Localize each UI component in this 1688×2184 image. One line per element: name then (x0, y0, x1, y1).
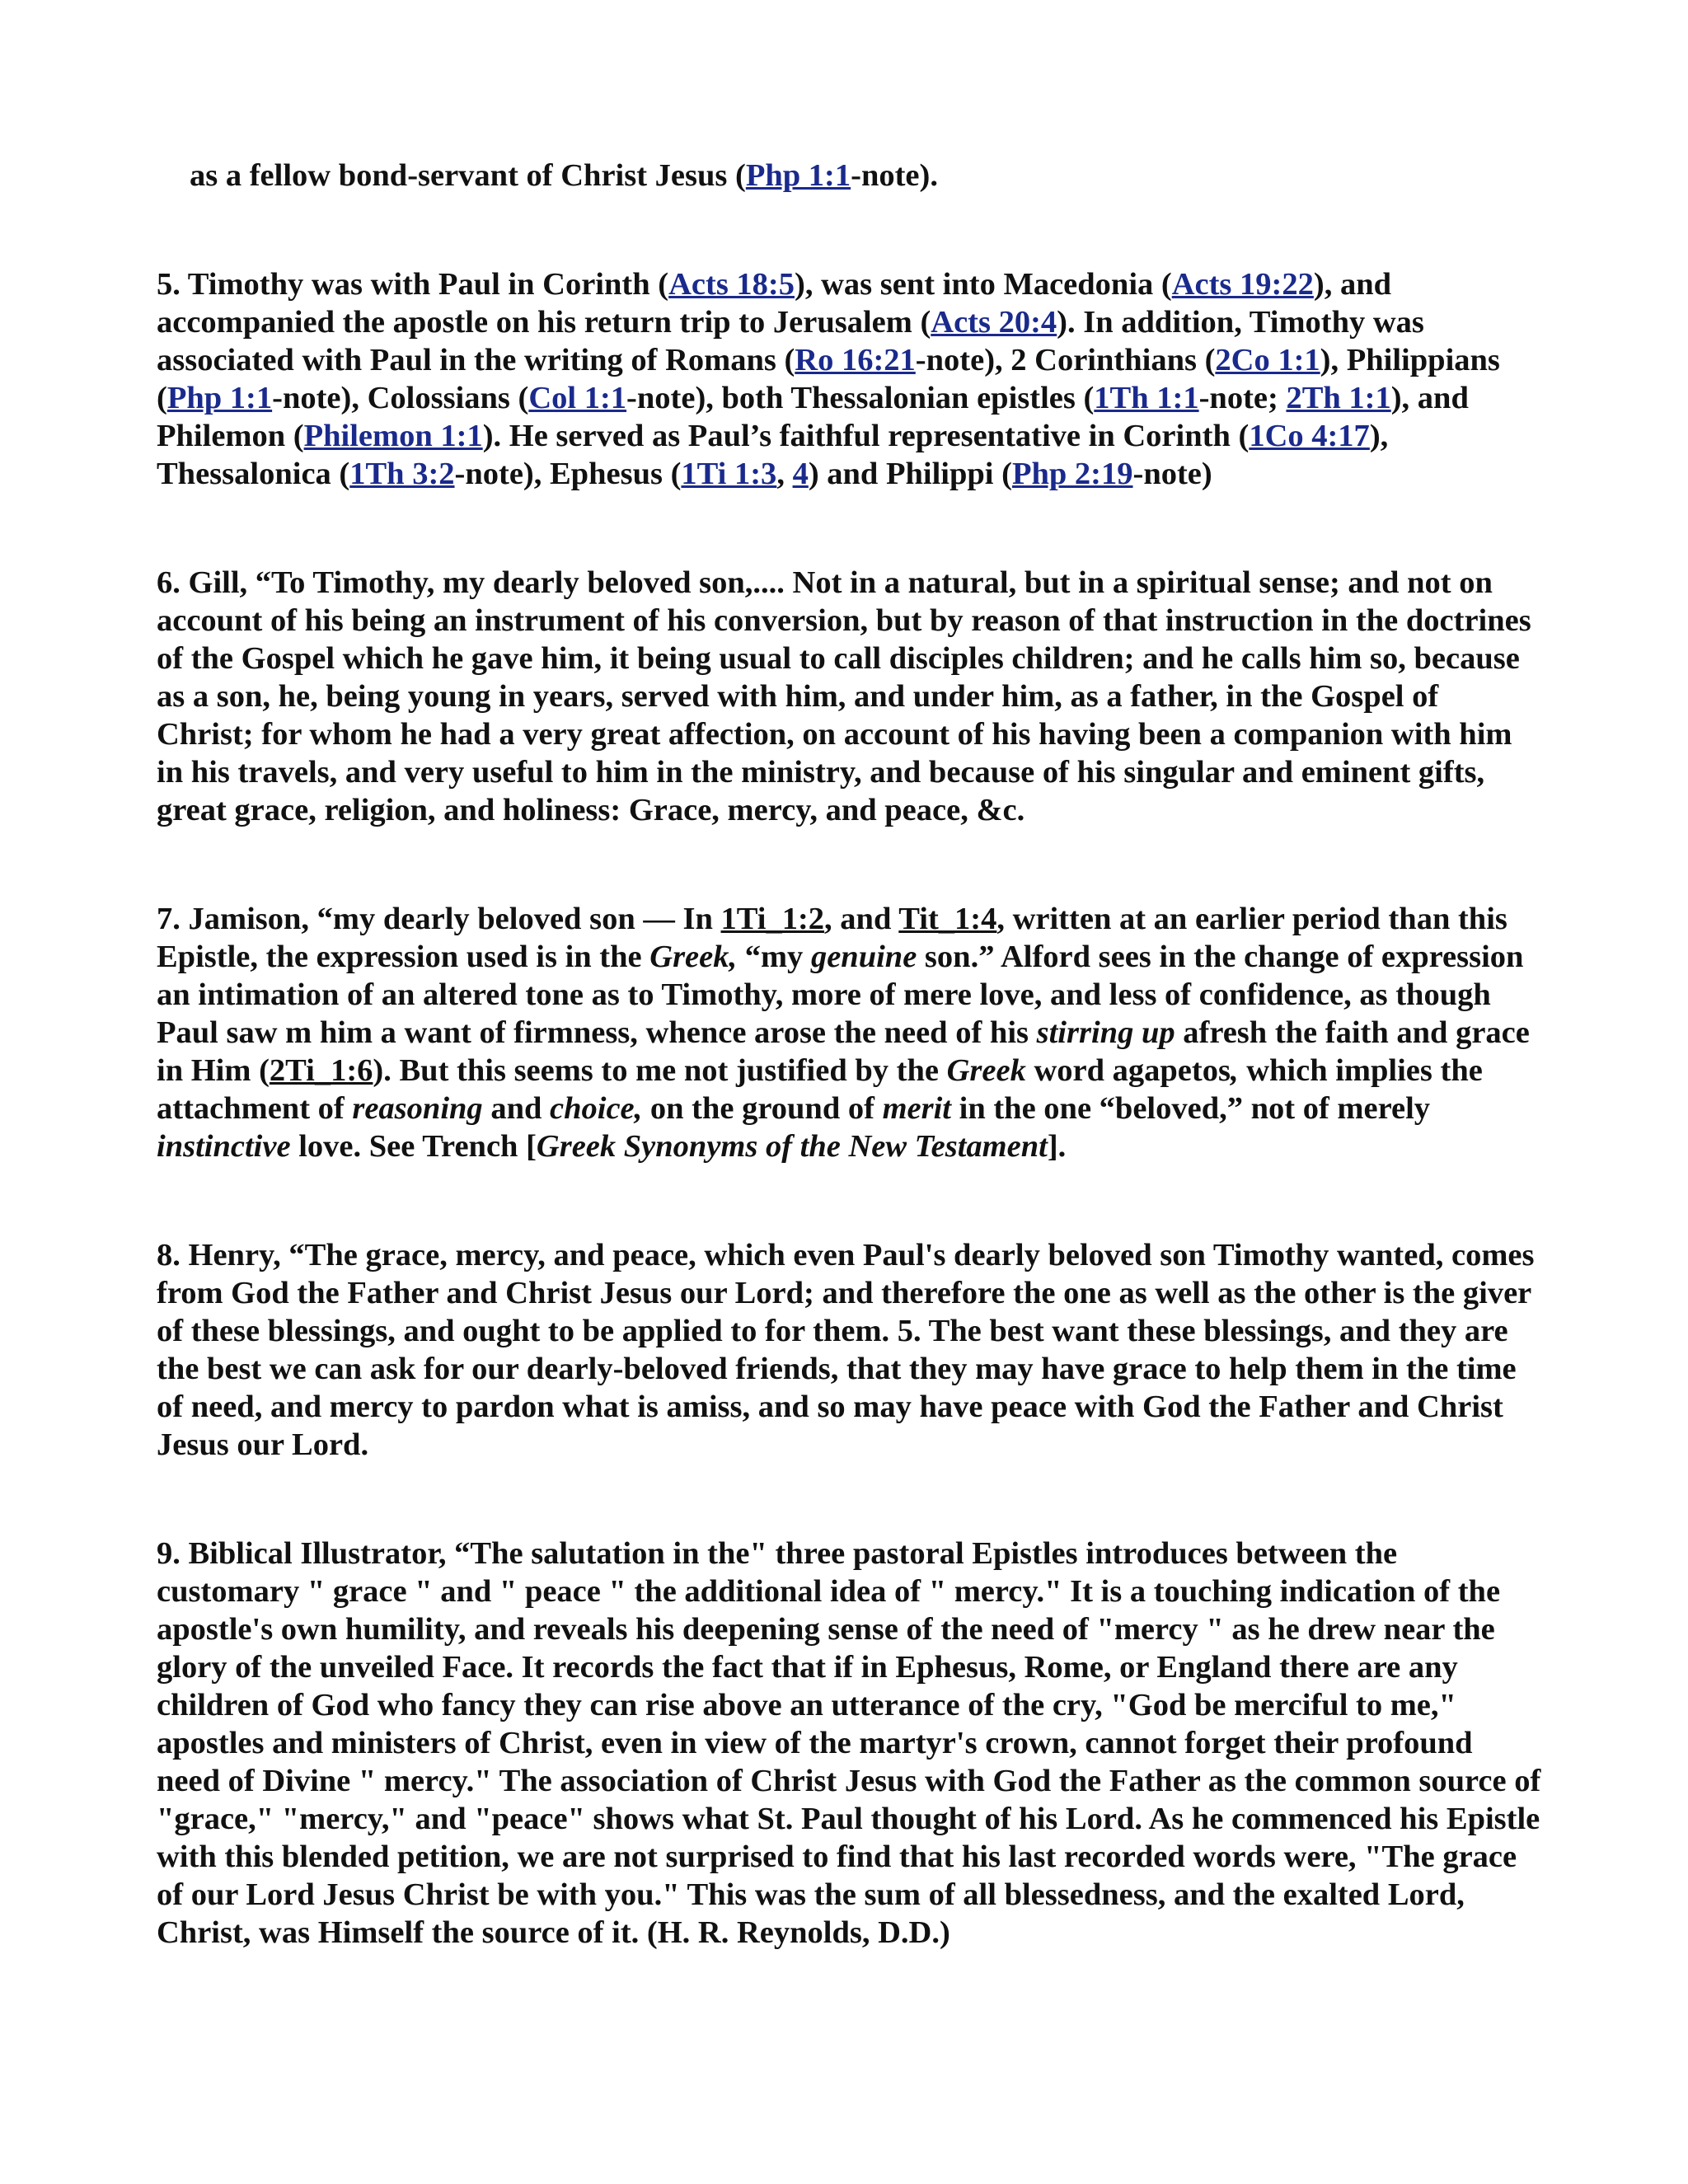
paragraph-9: 9. Biblical Illustrator, “The salutation in the" three pastoral Epistles introduces between the customary " grace " and " peace " the additional idea of " mercy." It is a touching indication of the apostle's own humility, and reveals his deepening sense of the need of "mercy " as he drew near the glory of the unveiled Face. It records the fact that if in Ephesus, Rome, or England there are any children of God who fancy they can rise above an utterance of the cry, "God be merciful to me," apostles and ministers of Christ, even in view of the martyr's crown, cannot forget their profound need of Divine " mercy." The association of Christ Jesus with God the Father as the common source of "grace," "mercy," and "peace" shows what St. Paul thought of his Lord. As he commenced his Epistle with this blended petition, we are not surprised to find that his last recorded words were, "The grace of our Lord Jesus Christ be with you." This was the sum of all blessedness, and the exalted Lord, Christ, was Himself the source of it. (H. R. Reynolds, D.D.) (157, 1536, 1541, 1950)
text-span: which implies the attachment of (157, 1053, 1483, 1126)
italic-text: , (1230, 1053, 1239, 1088)
italic-text: stirring up (1036, 1015, 1175, 1050)
text-span: as a fellow bond-servant of Christ Jesus ( (190, 158, 746, 193)
text-span: -note; (1198, 381, 1287, 415)
text-span: and (482, 1091, 551, 1126)
scripture-link[interactable]: 1Ti 1:3 (681, 457, 777, 491)
text-span: ), Thessalonica ( (157, 419, 1389, 491)
intro-line (157, 157, 1541, 194)
scripture-link[interactable]: Col 1:1 (528, 381, 627, 415)
italic-text: instinctive (157, 1129, 291, 1164)
scripture-link[interactable]: Acts 20:4 (931, 305, 1057, 340)
paragraph-7 (157, 900, 1541, 1165)
text-span: -note). (851, 158, 938, 193)
paragraph-8: 8. Henry, “The grace, mercy, and peace, which even Paul's dearly beloved son Timothy wanted, comes from God the Father and Christ Jesus our Lord; and therefore the one as well as the other is the giver of these blessings, and ought to be applied to for them. 5. The best want these blessings, and they are the best we can ask for our dearly-beloved friends, that they may have grace to help them in the time of need, and mercy to pardon what is amiss, and so may have peace with God the Father and Christ Jesus our Lord. (157, 1238, 1535, 1462)
scripture-link[interactable]: 4 (792, 457, 809, 491)
italic-text: Greek (946, 1053, 1026, 1088)
text-span: -note), both Thessalonian epistles ( (626, 381, 1095, 415)
scripture-link[interactable]: 2Co 1:1 (1215, 343, 1320, 377)
text-span: ). In addition, Timothy was associated with Paul in the writing of Romans ( (157, 305, 1424, 377)
scripture-link[interactable]: Philemon 1:1 (303, 419, 483, 453)
text-span: -note), 2 Corinthians ( (915, 343, 1216, 377)
text-span: -note), Ephesus ( (454, 457, 682, 491)
text-span: ), and accompanied the apostle on his return trip to Jerusalem ( (157, 267, 1392, 340)
scripture-reference: Tit_1:4 (898, 902, 997, 936)
scripture-link[interactable]: Php 2:19 (1011, 457, 1133, 491)
text-span: 7. Jamison, “my dearly beloved son — In (157, 902, 721, 936)
text-span: son.” Alford sees in the change of expression an intimation of an altered tone as to Timothy, more of mere love, and less of confidence, as though Paul saw m him a want of firmness, whence arose the need of his (157, 940, 1524, 1050)
text-span: love. See Trench [ (290, 1129, 537, 1164)
paragraph-5 (157, 265, 1541, 493)
italic-text: merit (882, 1091, 951, 1126)
paragraph-6: 6. Gill, “To Timothy, my dearly beloved son,.... Not in a natural, but in a spiritual sense; and not on account of his being an instrument of his conversion, but by reason of that instruction in the doctrines of the Gospel which he gave him, it being usual to call disciples children; and he calls him so, because as a son, he, being young in years, served with him, and under him, as a father, in the Gospel of Christ; for whom he had a very great affection, on account of his having been a companion with him in his travels, and very useful to him in the ministry, and because of his singular and eminent gifts, great grace, religion, and holiness: Grace, mercy, and peace, &c. (157, 565, 1531, 827)
text-span: “my (737, 940, 811, 974)
text-span: word agapetos (1025, 1053, 1231, 1088)
text-span: -note) (1132, 457, 1212, 491)
italic-text: Greek Synonyms of the New Testament (536, 1129, 1048, 1164)
text-span: ). But this seems to me not justified by the (373, 1053, 947, 1088)
text-span: , and (824, 902, 899, 936)
text-span: ), Philippians ( (157, 343, 1500, 415)
text-span: ), and Philemon ( (157, 381, 1469, 453)
text-span: afresh the faith and grace in Him ( (157, 1015, 1530, 1088)
scripture-link[interactable]: Acts 18:5 (668, 267, 795, 302)
scripture-link[interactable]: 2Th 1:1 (1286, 381, 1391, 415)
text-span: -note), Colossians ( (272, 381, 529, 415)
text-span: , (776, 457, 793, 491)
italic-text: choice, (550, 1091, 643, 1126)
text-span: 5. Timothy was with Paul in Corinth ( (157, 267, 669, 302)
italic-text: reasoning (352, 1091, 483, 1126)
text-span: ]. (1047, 1129, 1067, 1164)
text-span: ). He served as Paul’s faithful representative in Corinth ( (482, 419, 1250, 453)
text-span: in the one “beloved,” not of merely (951, 1091, 1431, 1126)
italic-text: Greek, (649, 940, 738, 974)
text-span: on the ground of (642, 1091, 883, 1126)
scripture-link[interactable]: 1Co 4:17 (1249, 419, 1370, 453)
italic-text: genuine (810, 940, 917, 974)
scripture-link[interactable]: 1Th 3:2 (349, 457, 455, 491)
text-span: ) and Philippi ( (808, 457, 1012, 491)
scripture-reference: 2Ti_1:6 (269, 1053, 373, 1088)
scripture-link[interactable]: Php 1:1 (745, 158, 851, 193)
scripture-link[interactable]: Php 1:1 (166, 381, 273, 415)
text-span: , written at an earlier period than this Epistle, the expression used is in the (157, 902, 1507, 974)
scripture-link[interactable]: Ro 16:21 (795, 343, 916, 377)
document-page (157, 157, 1541, 1952)
scripture-reference: 1Ti_1:2 (720, 902, 825, 936)
scripture-link[interactable]: Acts 19:22 (1171, 267, 1314, 302)
scripture-link[interactable]: 1Th 1:1 (1094, 381, 1199, 415)
text-span: ), was sent into Macedonia ( (795, 267, 1172, 302)
